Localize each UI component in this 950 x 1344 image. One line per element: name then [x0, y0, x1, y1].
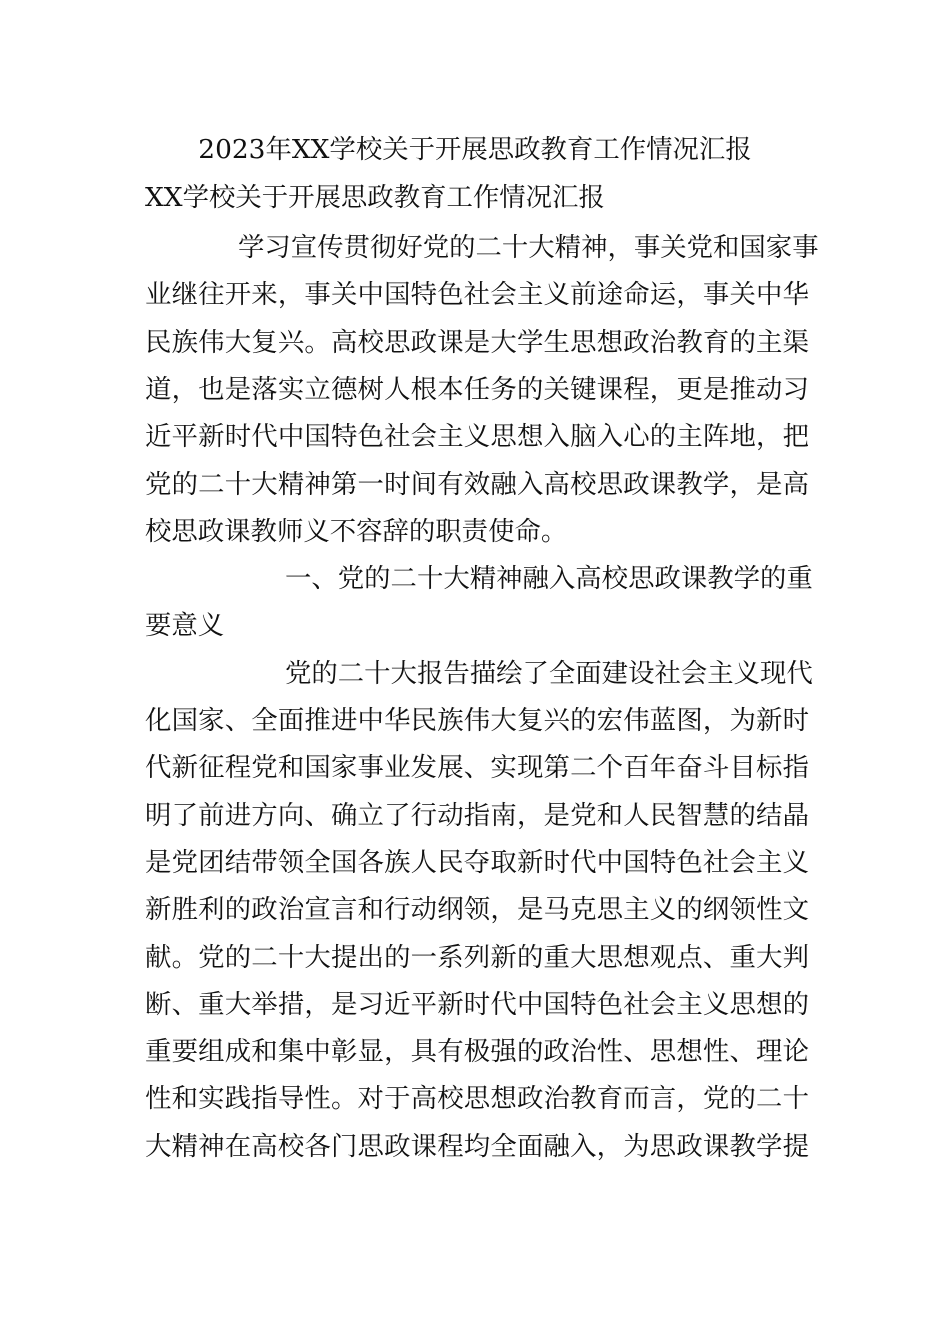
paragraph-line: 重要组成和集中彰显，具有极强的政治性、思想性、理论	[145, 1036, 809, 1068]
paragraph-line: 要意义	[145, 610, 225, 642]
paragraph-line: 明了前进方向、确立了行动指南，是党和人民智慧的结晶	[145, 799, 809, 831]
document-title: 2023年XX学校关于开展思政教育工作情况汇报	[198, 134, 752, 165]
paragraph-line: 化国家、全面推进中华民族伟大复兴的宏伟蓝图，为新时	[145, 705, 809, 736]
paragraph-line: 断、重大举措，是习近平新时代中国特色社会主义思想的	[145, 988, 809, 1020]
paragraph-line: 大精神在高校各门思政课程均全面融入，为思政课教学提	[145, 1130, 809, 1162]
paragraph-line: 民族伟大复兴。高校思政课是大学生思想政治教育的主渠	[145, 326, 809, 358]
paragraph-line: 校思政课教师义不容辞的职责使命。	[145, 515, 568, 547]
paragraph-line: 学习宣传贯彻好党的二十大精神，事关党和国家事	[238, 232, 819, 263]
paragraph-line: 新胜利的政治宣言和行动纲领，是马克思主义的纲领性文	[145, 894, 809, 926]
paragraph-line: 代新征程党和国家事业发展、实现第二个百年奋斗目标指	[145, 752, 809, 784]
paragraph-line: 党的二十大报告描绘了全面建设社会主义现代	[285, 657, 813, 689]
paragraph-line: 献。党的二十大提出的一系列新的重大思想观点、重大判	[145, 941, 809, 973]
paragraph-line: 业继往开来，事关中国特色社会主义前途命运，事关中华	[145, 279, 809, 311]
document-subtitle: XX学校关于开展思政教育工作情况汇报	[145, 182, 605, 213]
paragraph-line: 性和实践指导性。对于高校思想政治教育而言，党的二十	[145, 1083, 809, 1115]
paragraph-line: 道，也是落实立德树人根本任务的关键课程，更是推动习	[145, 373, 809, 405]
paragraph-line: 一、党的二十大精神融入高校思政课教学的重	[285, 563, 813, 595]
paragraph-line: 党的二十大精神第一时间有效融入高校思政课教学，是高	[145, 468, 809, 500]
paragraph-line: 近平新时代中国特色社会主义思想入脑入心的主阵地，把	[145, 421, 809, 453]
paragraph-line: 是党团结带领全国各族人民夺取新时代中国特色社会主义	[145, 846, 809, 878]
